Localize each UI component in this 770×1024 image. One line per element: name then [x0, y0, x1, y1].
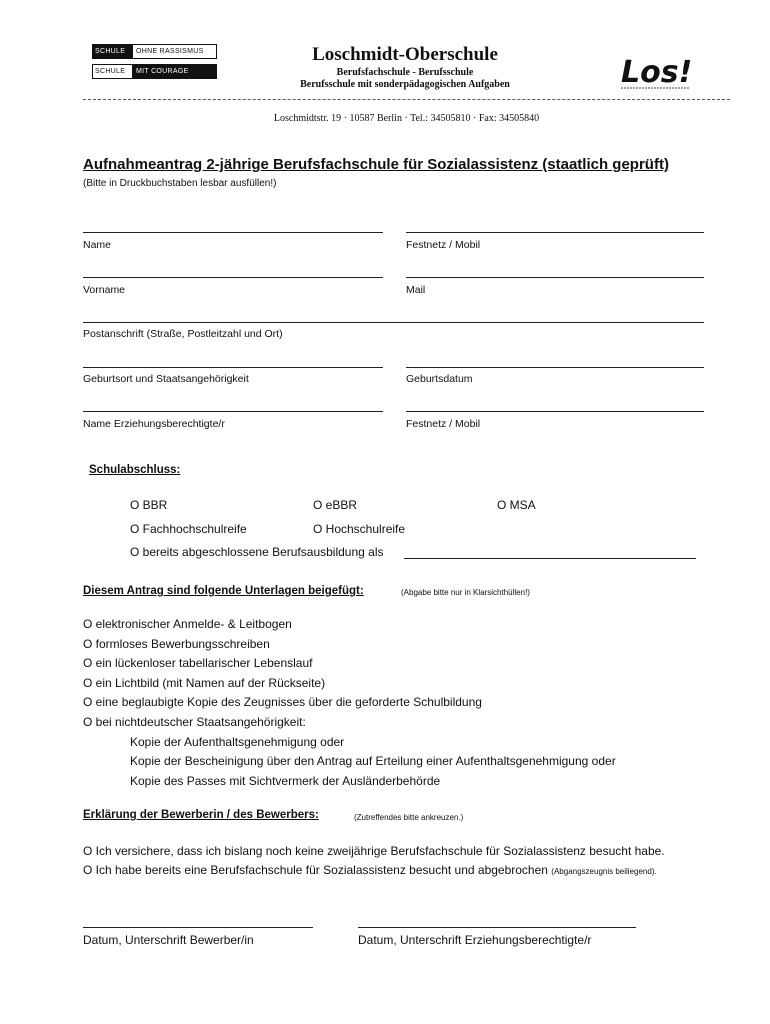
unterlage-item[interactable]: O eine beglaubigte Kopie des Zeugnisses über die geforderte Schulbildung: [83, 695, 482, 709]
logo-row2-right: MIT COURAGE: [132, 64, 217, 79]
option-msa[interactable]: O MSA: [497, 498, 536, 512]
guardian-signature-label: Datum, Unterschrift Erziehungsberechtigte/r: [358, 933, 592, 947]
birthdate-label: Geburtsdatum: [406, 373, 473, 385]
firstname-label: Vorname: [83, 284, 126, 296]
unterlagen-heading: Diesem Antrag sind folgende Unterlagen beigefügt:: [83, 585, 364, 597]
erklaerung-option-1[interactable]: O Ich versichere, dass ich bislang noch keine zweijährige Berufsfachschule für Sozialassistenz besucht habe.: [83, 844, 665, 858]
name-input-line[interactable]: [83, 232, 383, 233]
schulabschluss-heading: Schulabschluss:: [89, 464, 181, 476]
unterlage-item[interactable]: O ein Lichtbild (mit Namen auf der Rückseite): [83, 676, 326, 690]
erklaerung-note: (Zutreffendes bitte ankreuzen.): [354, 813, 464, 822]
option-hochschulreife[interactable]: O Hochschulreife: [313, 522, 406, 536]
header-divider: [83, 99, 730, 100]
firstname-input-line[interactable]: [83, 277, 383, 278]
los-logo-text: Los!: [621, 55, 693, 90]
postal-input-line[interactable]: [83, 322, 704, 323]
school-subtitle-2: Berufsschule mit sonderpädagogischen Aufgaben: [300, 79, 510, 90]
guardian-label: Name Erziehungsberechtigte/r: [83, 418, 225, 430]
school-without-racism-logo: [92, 44, 215, 82]
unterlage-subitem: Kopie der Aufenthaltsgenehmigung oder: [130, 735, 345, 749]
unterlage-subitem: Kopie des Passes mit Sichtvermerk der Ausländerbehörde: [130, 774, 441, 788]
erklaerung-option-2-text: O Ich habe bereits eine Berufsfachschule für Sozialassistenz besucht und abgebrochen: [83, 863, 548, 877]
mail-input-line[interactable]: [406, 277, 704, 278]
phone-label: Festnetz / Mobil: [406, 239, 481, 251]
unterlage-subitem: Kopie der Bescheinigung über den Antrag auf Erteilung einer Aufenthaltsgenehmigung oder: [130, 754, 616, 768]
berufsausbildung-input-line[interactable]: [404, 558, 696, 559]
erklaerung-option-2[interactable]: [83, 863, 657, 877]
birthplace-input-line[interactable]: [83, 367, 383, 368]
birthdate-input-line[interactable]: [406, 367, 704, 368]
unterlage-item[interactable]: O ein lückenloser tabellarischer Lebenslauf: [83, 656, 313, 670]
birthplace-label: Geburtsort und Staatsangehörigkeit: [83, 373, 249, 385]
school-subtitle-1: Berufsfachschule - Berufsschule: [336, 67, 474, 78]
unterlagen-note: (Abgabe bitte nur in Klarsichthüllen!): [401, 588, 530, 597]
guardian-phone-input-line[interactable]: [406, 411, 704, 412]
mail-label: Mail: [406, 284, 426, 296]
unterlage-item[interactable]: O elektronischer Anmelde- & Leitbogen: [83, 617, 292, 631]
logo-row1-left: SCHULE: [92, 44, 134, 59]
postal-label: Postanschrift (Straße, Postleitzahl und Ort): [83, 328, 283, 340]
guardian-phone-label: Festnetz / Mobil: [406, 418, 481, 430]
unterlage-item[interactable]: O formloses Bewerbungsschreiben: [83, 637, 270, 651]
erklaerung-heading: Erklärung der Bewerberin / des Bewerbers:: [83, 809, 319, 821]
guardian-input-line[interactable]: [83, 411, 383, 412]
guardian-signature-line[interactable]: [358, 927, 636, 928]
option-fachhochschulreife[interactable]: O Fachhochschulreife: [130, 522, 247, 536]
logo-row1-right: OHNE RASSISMUS: [132, 44, 217, 59]
logo-row2-left: SCHULE: [92, 64, 134, 79]
form-title: Aufnahmeantrag 2-jährige Berufsfachschule für Sozialassistenz (staatlich geprüft): [83, 156, 669, 173]
option-berufsausbildung[interactable]: O bereits abgeschlossene Berufsausbildung als: [130, 545, 384, 559]
school-name: Loschmidt-Oberschule: [312, 44, 498, 65]
los-logo: [619, 50, 699, 92]
applicant-signature-line[interactable]: [83, 927, 313, 928]
erklaerung-option-2-note: (Abgangszeugnis beiliegend).: [551, 867, 657, 876]
applicant-signature-label: Datum, Unterschrift Bewerber/in: [83, 933, 254, 947]
option-ebbr[interactable]: O eBBR: [313, 498, 358, 512]
phone-input-line[interactable]: [406, 232, 704, 233]
form-hint: (Bitte in Druckbuchstaben lesbar ausfüllen!): [83, 178, 277, 189]
unterlage-item[interactable]: O bei nichtdeutscher Staatsangehörigkeit:: [83, 715, 306, 729]
name-label: Name: [83, 239, 112, 251]
school-address: Loschmidtstr. 19 · 10587 Berlin · Tel.: 34505810 · Fax: 34505840: [273, 113, 540, 124]
option-bbr[interactable]: O BBR: [130, 498, 168, 512]
